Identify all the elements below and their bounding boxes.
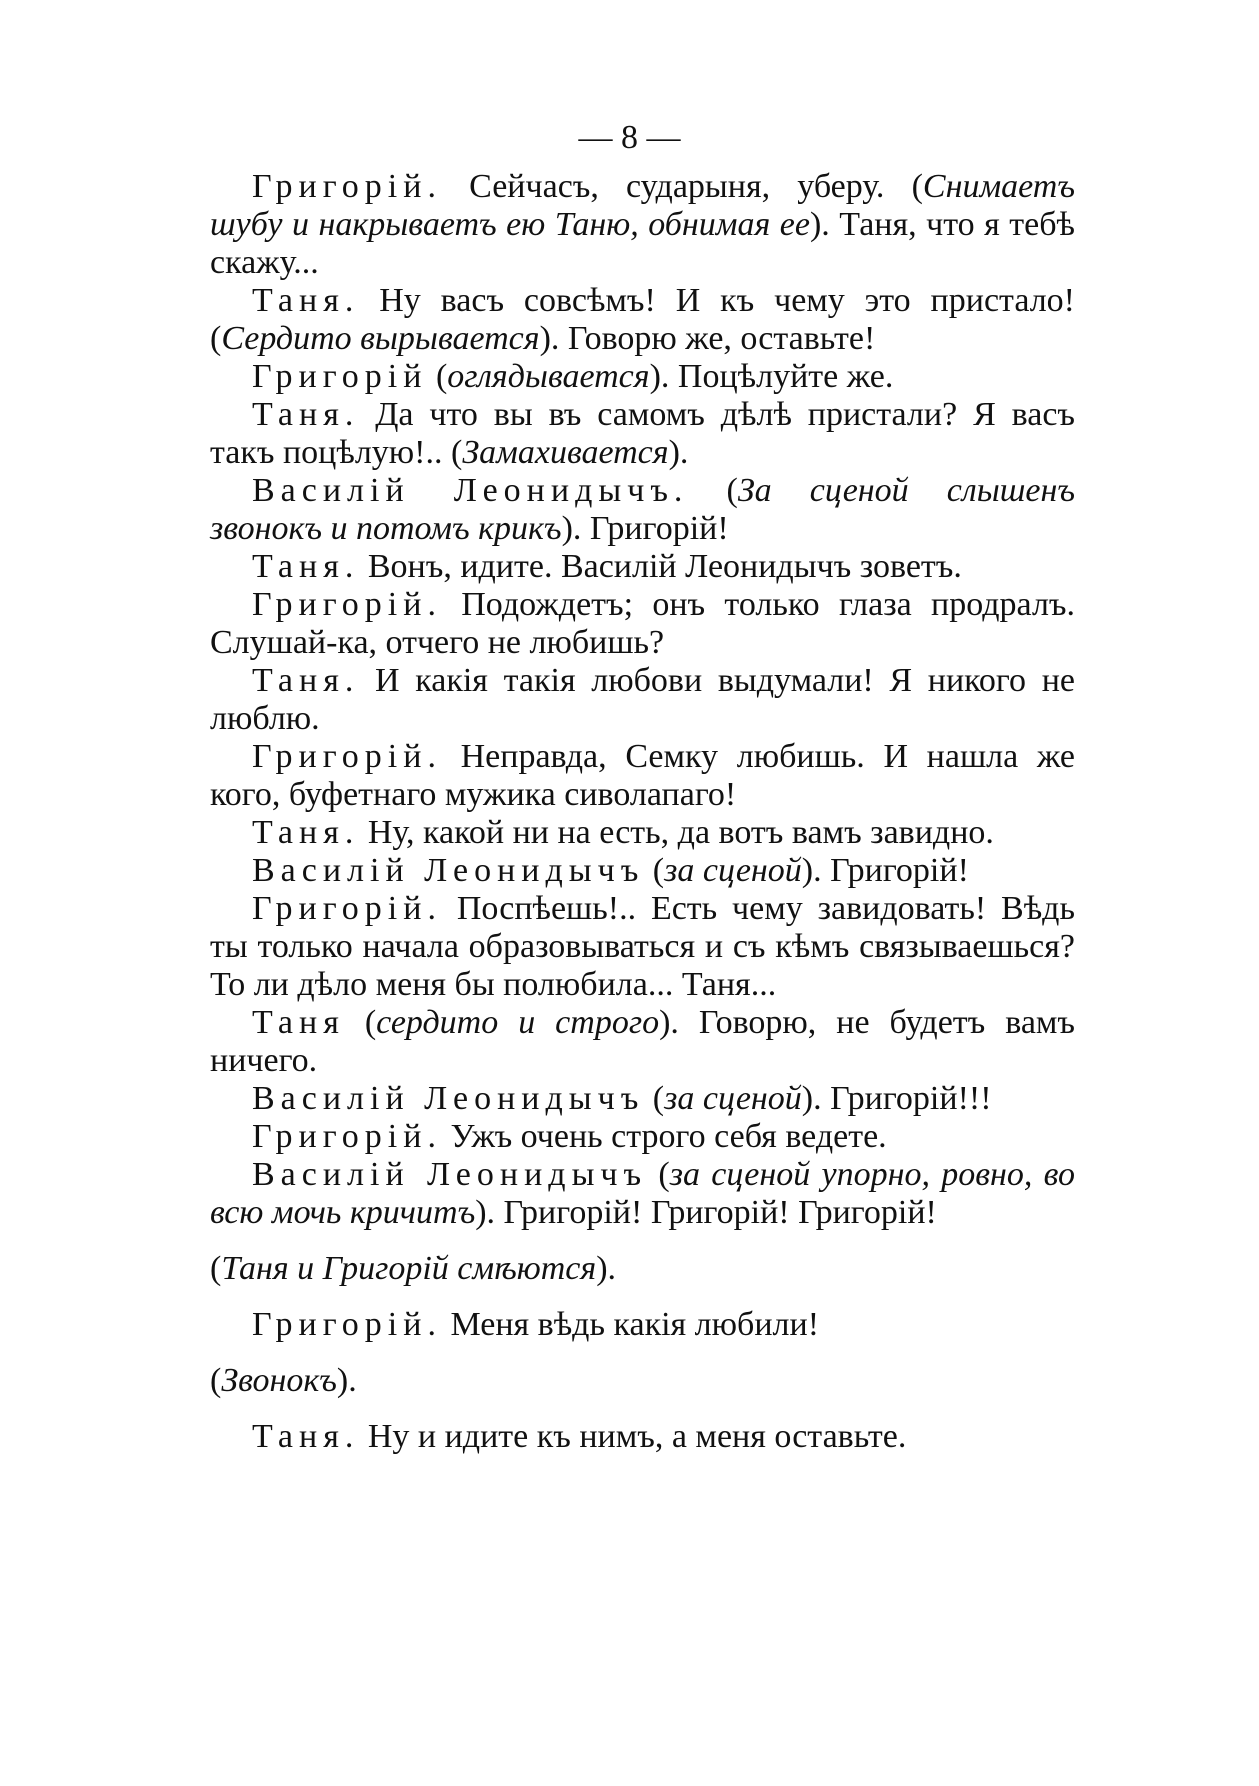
speech-text: Ужъ очень строго себя ведете.	[441, 1118, 887, 1155]
stage-direction-close: ).	[336, 1362, 357, 1399]
stage-direction-close: ).	[596, 1250, 617, 1287]
dialogue-line	[210, 358, 1075, 396]
speaker-name: Василій Леонидычъ	[252, 852, 645, 889]
speaker-name: Таня.	[252, 282, 360, 319]
stage-direction-text: Таня и Григорій смѣются	[221, 1250, 597, 1287]
speech-text: Вонъ, идите. Василій Леонидычъ зоветъ.	[359, 548, 962, 585]
stage-direction-text: сердито и строго	[376, 1004, 660, 1041]
speaker-name: Григорій.	[252, 586, 442, 623]
speech-text: Поспѣешь!.. Есть чему завидовать! Вѣдь ты только начала образовываться и съ кѣмъ связываешься? То ли дѣло меня бы полюбила... Таня...	[210, 890, 1075, 1003]
speech-text: ). Григорій!!!	[801, 1080, 992, 1117]
dialogue-line	[210, 168, 1075, 282]
dialogue-line	[210, 738, 1075, 814]
speech-text: (	[644, 1080, 665, 1117]
speech-text: Да что вы въ самомъ дѣлѣ пристали? Я васъ такъ поцѣлую!.. (	[210, 396, 1075, 471]
speech-text: ).	[668, 434, 689, 471]
dialogue-line	[210, 282, 1075, 358]
speaker-name: Григорій.	[252, 890, 442, 927]
speech-text: ). Говорю, не будетъ вамъ ничего.	[210, 1004, 1076, 1079]
stage-direction-open: (	[210, 1362, 222, 1399]
page-text	[210, 168, 1075, 1456]
speech-text: (	[647, 1156, 670, 1193]
dialogue-line	[210, 1080, 1075, 1118]
speech-text: Меня вѣдь какія любили!	[441, 1306, 820, 1343]
dialogue-line	[210, 472, 1075, 548]
dialogue-line	[210, 1156, 1075, 1232]
speaker-name: Григорій.	[252, 738, 442, 775]
speech-text: (	[644, 852, 665, 889]
speech-text: ). Говорю же, оставьте!	[539, 320, 876, 357]
stage-direction-text: За сценой слышенъ звонокъ и потомъ крикъ	[210, 472, 1075, 547]
speech-text: Ну, какой ни на есть, да вотъ вамъ завидно.	[359, 814, 994, 851]
speaker-name: Таня	[252, 1004, 345, 1041]
stage-direction-text: за сценой	[664, 852, 802, 889]
stage-direction	[210, 1250, 1075, 1288]
speech-text: (	[344, 1004, 377, 1041]
speaker-name: Таня.	[252, 1418, 360, 1455]
stage-direction-text: за сценой	[664, 1080, 802, 1117]
speech-text: Ну и идите къ нимъ, а меня оставьте.	[359, 1418, 907, 1455]
speech-text: ). Поцѣлуйте же.	[649, 358, 894, 395]
dialogue-line	[210, 890, 1075, 1004]
dialogue-line	[210, 1118, 1075, 1156]
speaker-name: Василій Леонидычъ	[252, 1080, 645, 1117]
stage-direction-text: Замахивается	[462, 434, 669, 471]
speech-text: ). Григорій!	[801, 852, 969, 889]
speech-text: ). Таня, что я тебѣ скажу...	[210, 206, 1075, 281]
stage-direction-text: Снимаетъ шубу и накрываетъ ею Таню, обнимая ее	[210, 168, 1075, 243]
dialogue-line	[210, 548, 1075, 586]
stage-direction	[210, 1362, 1075, 1400]
speech-text: (	[427, 358, 448, 395]
speaker-name: Григорій.	[252, 168, 442, 205]
speech-text: ). Григорій!	[561, 510, 729, 547]
dialogue-line	[210, 1004, 1075, 1080]
speaker-name: Григорій	[252, 358, 428, 395]
page-number: — 8 —	[578, 119, 681, 156]
dialogue-line	[210, 396, 1075, 472]
speech-text: И какія такія любови выдумали! Я никого не люблю.	[210, 662, 1075, 737]
speaker-name: Таня.	[252, 814, 360, 851]
stage-direction-open: (	[210, 1250, 222, 1287]
dialogue-line	[210, 814, 1075, 852]
speaker-name: Василій Леонидычъ.	[252, 472, 689, 509]
dialogue-line	[210, 1418, 1075, 1456]
speech-text: (	[688, 472, 738, 509]
stage-direction-text: оглядывается	[447, 358, 650, 395]
speech-text: Сейчасъ, сударыня, уберу. (	[441, 168, 923, 205]
dialogue-line	[210, 662, 1075, 738]
speaker-name: Таня.	[252, 396, 360, 433]
speech-text: Ну васъ совсѣмъ! И къ чему это пристало! (	[210, 282, 1075, 357]
dialogue-line	[210, 586, 1075, 662]
speaker-name: Василій Леонидычъ	[252, 1156, 648, 1193]
speaker-name: Григорій.	[252, 1306, 442, 1343]
speech-text: Подождетъ; онъ только глаза продралъ. Слушай-ка, отчего не любишь?	[210, 586, 1075, 661]
stage-direction-text: Сердито вырывается	[221, 320, 540, 357]
speaker-name: Григорій.	[252, 1118, 442, 1155]
stage-direction-text: за сценой упорно, ровно, во всю мочь кричитъ	[210, 1156, 1075, 1231]
stage-direction-text: Звонокъ	[221, 1362, 337, 1399]
speech-text: Неправда, Семку любишь. И нашла же кого, буфетнаго мужика сиволапаго!	[210, 738, 1075, 813]
speech-text: ). Григорій! Григорій! Григорій!	[475, 1194, 937, 1231]
dialogue-line	[210, 1306, 1075, 1344]
speaker-name: Таня.	[252, 548, 360, 585]
dialogue-line	[210, 852, 1075, 890]
dialogue	[210, 168, 1075, 1232]
speaker-name: Таня.	[252, 662, 360, 699]
